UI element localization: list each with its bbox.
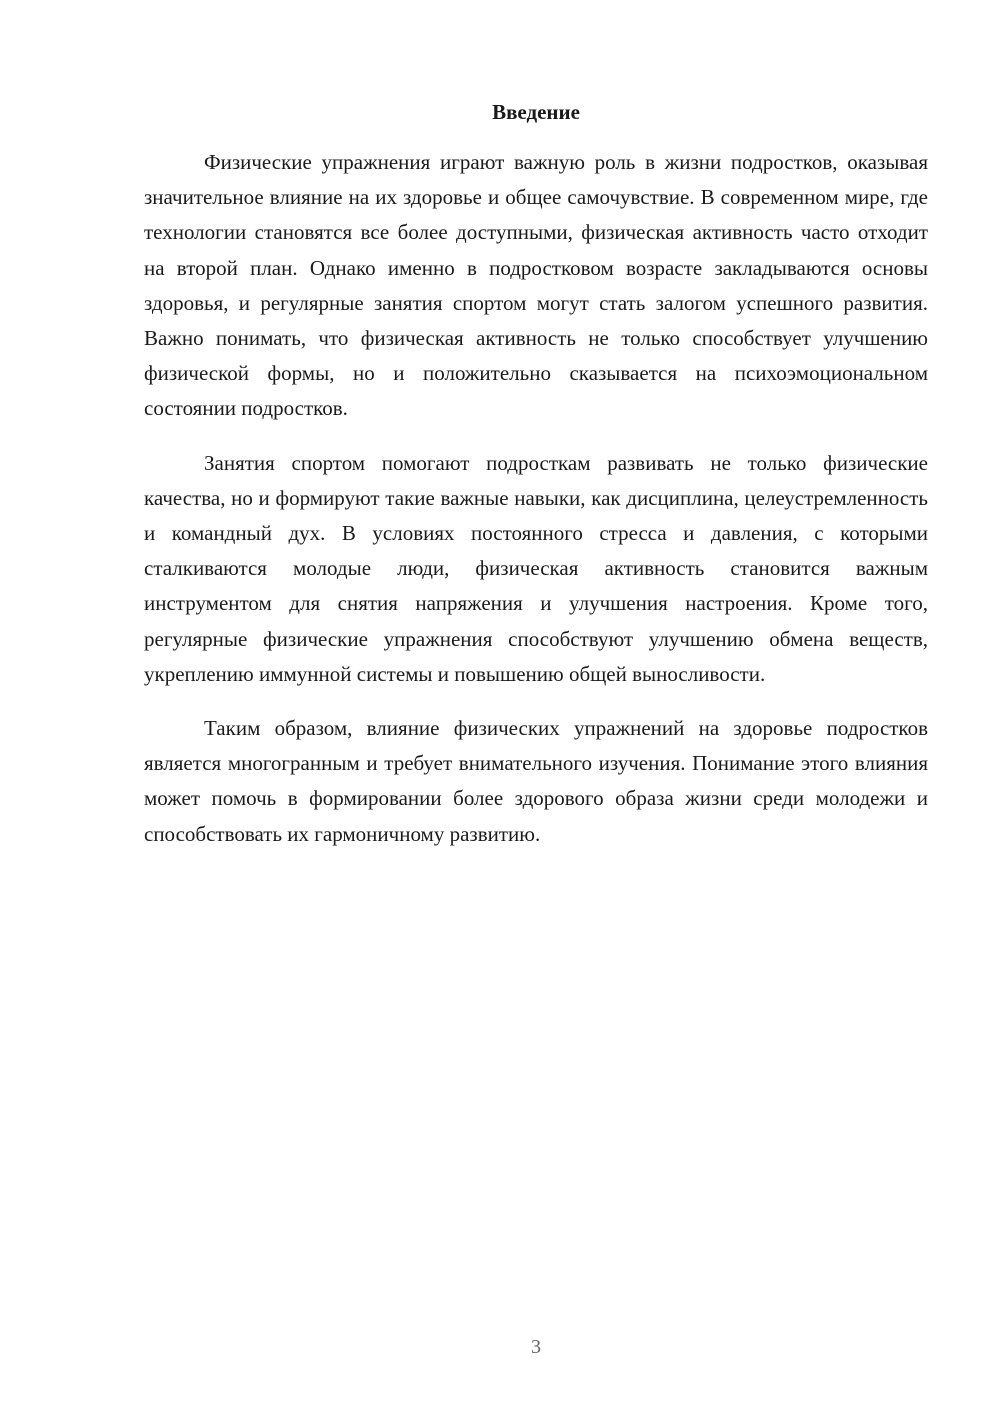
paragraph-1: Физические упражнения играют важную роль в жизни подростков, оказывая значительное влияние на их здоровье и общее самочувствие. В современном мире, где технологии становятся все более доступными, физическая активность часто отходит на второй план. Однако именно в подростковом возрасте закладываются основы здоровья, и регулярные занятия спортом могут стать залогом успешного развития. Важно понимать, что физическая активность не только способствует улучшению физической формы, но и положительно сказывается на психоэмоциональном состоянии подростков. (144, 150, 928, 421)
body-text (144, 145, 928, 871)
paragraph-2: Занятия спортом помогают подросткам развивать не только физические качества, но и формируют такие важные навыки, как дисциплина, целеустремленность и командный дух. В условиях постоянного стресса и давления, с которыми сталкиваются молодые люди, физическая активность становится важным инструментом для снятия напряжения и улучшения настроения. Кроме того, регулярные физические упражнения способствуют улучшению обмена веществ, укреплению иммунной системы и повышению общей выносливости. (144, 450, 928, 686)
page-number: 3 (531, 1336, 541, 1358)
paragraph-3: Таким образом, влияние физических упражнений на здоровье подростков является многогранным и требует внимательного изучения. Понимание этого влияния может помочь в формировании более здорового образа жизни среди молодежи и способствовать их гармоничному развитию. (144, 716, 928, 846)
section-title: Введение (492, 100, 580, 124)
